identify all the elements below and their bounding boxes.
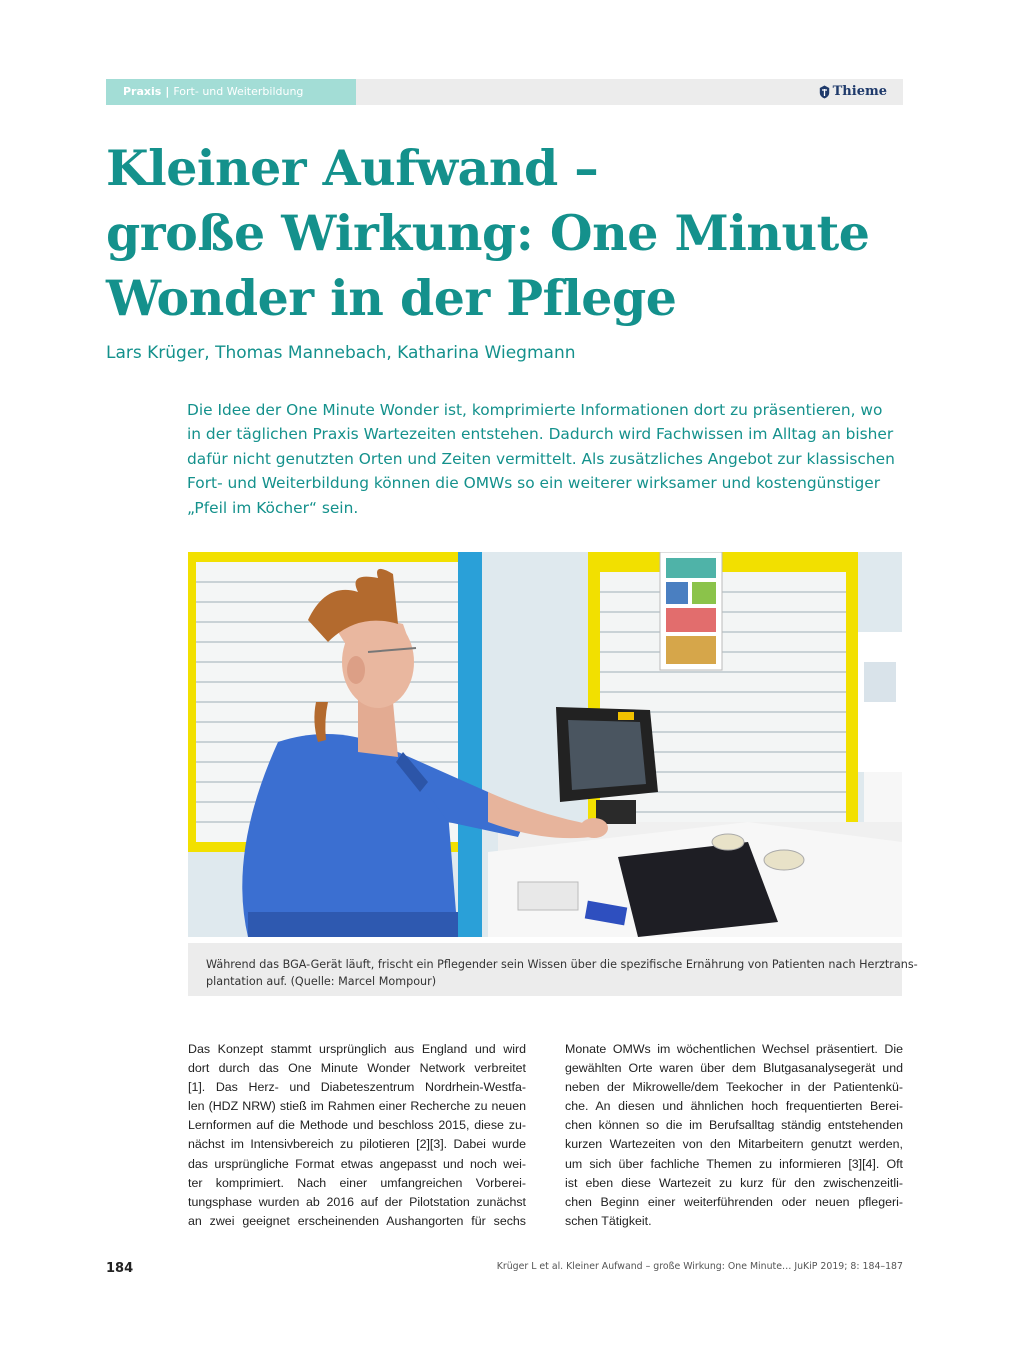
- section-tab: [106, 79, 356, 105]
- title-line: große Wirkung: One Minute: [106, 204, 870, 262]
- body-line: ter komprimiert. Nach einer umfangreichen Vorberei-: [188, 1175, 526, 1190]
- publisher-logo: [819, 79, 887, 105]
- body-line: chen können so die im Berufsalltag ständig entstehenden: [565, 1118, 903, 1133]
- abstract-line: Fort- und Weiterbildung können die OMWs so ein weiterer wirksamer und kostengünstiger: [187, 474, 881, 493]
- caption-line: Während das BGA-Gerät läuft, frischt ein Pflegender sein Wissen über die spezifische Ernährung von Patienten nach Herztrans-: [206, 958, 918, 971]
- body-line: [1]. Das Herz- und Diabeteszentrum Nordrhein-Westfa-: [188, 1080, 526, 1095]
- figure-caption: [188, 943, 918, 996]
- body-line: ist eben diese Wartezeit zu kurz für den zwischenzeitli-: [565, 1175, 903, 1190]
- caption-line: plantation auf. (Quelle: Marcel Mompour): [206, 975, 437, 988]
- article-title: [106, 136, 906, 331]
- abstract-line: „Pfeil im Köcher“ sein.: [187, 498, 359, 517]
- photo-illustration: [188, 552, 902, 937]
- body-line: schen Tätigkeit.: [565, 1213, 652, 1228]
- abstract-line: Die Idee der One Minute Wonder ist, komprimierte Informationen dort zu präsentieren, wo: [187, 401, 883, 419]
- article-abstract: [187, 398, 903, 520]
- article-authors: Lars Krüger, Thomas Mannebach, Katharina Wiegmann: [106, 343, 576, 363]
- page-number: 184: [106, 1261, 134, 1276]
- body-line: len (HDZ NRW) stieß im Rahmen einer Recherche zu neuen: [188, 1099, 526, 1114]
- body-line: um sich über fachliche Themen zu informieren [3][4]. Oft: [565, 1156, 903, 1171]
- body-line: an zwei geeignet erscheinenden Aushangorten für sechs: [188, 1213, 526, 1228]
- thieme-emblem-icon: [819, 85, 830, 99]
- section-label: Praxis: [123, 85, 162, 98]
- body-column-left: [188, 1040, 526, 1231]
- publisher-name: Thieme: [832, 84, 887, 99]
- abstract-line: dafür nicht genutzten Orten und Zeiten vermittelt. Als zusätzliches Angebot zur klassischen: [187, 449, 895, 468]
- body-line: neben der Mikrowelle/dem Teekocher in der Patientenkü-: [565, 1080, 903, 1095]
- abstract-line: in der täglichen Praxis Wartezeiten entstehen. Dadurch wird Fachwissen im Alltag an bisher: [187, 425, 894, 444]
- body-line: Monate OMWs im wöchentlichen Wechsel präsentiert. Die: [565, 1042, 903, 1056]
- running-header: [106, 79, 903, 105]
- body-line: das ursprüngliche Format etwas angepasst und noch wei-: [188, 1156, 526, 1171]
- body-line: Lernformen auf die Methode und beschloss 2015, diese zu-: [188, 1118, 526, 1133]
- body-column-right: [565, 1040, 903, 1231]
- body-line: kurzen Wartezeiten von den Mitarbeitern genutzt werden,: [565, 1137, 903, 1152]
- body-line: che. An diesen und ähnlichen hoch frequentierten Berei-: [565, 1099, 903, 1114]
- subsection-label: Fort- und Weiterbildung: [173, 85, 304, 98]
- section-separator: |: [165, 85, 170, 98]
- body-line: tungsphase wurden ab 2016 auf der Pilotstation zunächst: [188, 1194, 526, 1209]
- body-line: Das Konzept stammt ursprünglich aus England und wird: [188, 1042, 526, 1056]
- article-photo: [188, 552, 902, 937]
- body-line: nächst im Intensivbereich zu pilotieren [2][3]. Dabei wurde: [188, 1137, 526, 1152]
- title-line: Kleiner Aufwand –: [106, 139, 599, 197]
- body-line: gewählten Orte waren über dem Blutgasanalysegerät und: [565, 1061, 903, 1076]
- footer-citation: Krüger L et al. Kleiner Aufwand – große Wirkung: One Minute… JuKiP 2019; 8: 184–187: [496, 1261, 903, 1272]
- body-line: chen Beginn einer weiterführenden oder neuen pflegeri-: [565, 1194, 903, 1209]
- title-line: Wonder in der Pflege: [106, 269, 677, 327]
- body-line: dort durch das One Minute Wonder Network verbreitet: [188, 1061, 526, 1076]
